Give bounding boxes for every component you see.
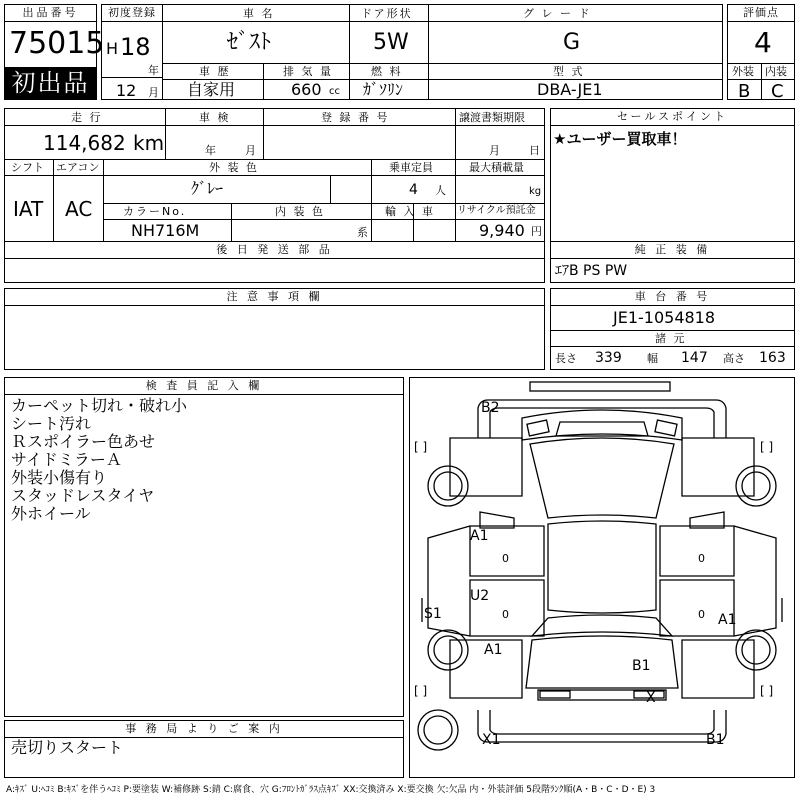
transfer-label: 譲渡書類期限	[459, 111, 525, 124]
bracket-mark: [ ]	[760, 684, 774, 698]
recycle-unit: 円	[531, 225, 542, 238]
later-parts-label: 後 日 発 送 部 品	[5, 242, 544, 259]
grade-label: グ レ ー ド	[523, 7, 592, 20]
damage-code: B1	[706, 732, 725, 748]
sales-point-box	[550, 108, 795, 242]
remark-item: サイドミラーＡ	[11, 450, 122, 469]
capacity-label: 乗車定員	[389, 161, 433, 174]
damage-code: X1	[482, 732, 501, 748]
mileage-unit: km	[133, 131, 165, 155]
registration-label: 登 録 番 号	[321, 111, 390, 124]
damage-code: A1	[718, 612, 737, 628]
chassis-box	[550, 288, 795, 370]
width: 147	[681, 350, 708, 366]
remark-item: 外ホイール	[11, 504, 91, 523]
later-parts-box	[4, 241, 545, 283]
damage-code: U2	[470, 588, 490, 604]
transfer-month-unit: 月	[489, 144, 500, 157]
remark-item: Ｒスポイラー色あせ	[11, 432, 156, 451]
lot-label: 出品番号	[5, 5, 96, 22]
exterior-grade: B	[738, 81, 751, 102]
bracket-mark: [ ]	[414, 440, 428, 454]
inspection-month-unit: 月	[245, 144, 256, 157]
spec-label: 諸 元	[655, 332, 687, 345]
damage-code: A1	[484, 642, 503, 658]
interior-label: 内装	[765, 65, 787, 78]
equipment-label: 純 正 装 備	[551, 242, 794, 259]
first-listing-badge: 初出品	[5, 67, 96, 99]
chassis-label: 車 台 番 号	[551, 289, 794, 306]
damage-code: B1	[632, 658, 651, 674]
capacity: 4	[409, 182, 418, 198]
office-text: 売切りスタート	[11, 738, 124, 757]
sales-point-text: ★ユーザー買取車！	[553, 130, 687, 148]
zero-mark: 0	[698, 608, 705, 621]
zero-mark: 0	[502, 552, 509, 565]
lot-box	[4, 4, 105, 100]
inspection-year-unit: 年	[205, 144, 216, 157]
fuel-label: 燃 料	[371, 65, 403, 78]
remark-item: カーペット切れ・破れ小	[11, 396, 188, 415]
recycle-label: リサイクル預託金	[457, 205, 536, 216]
length: 339	[595, 350, 622, 366]
interior-color-unit: 系	[357, 226, 368, 239]
first-reg-label: 初度登録	[102, 5, 162, 22]
fuel: ｶﾞｿﾘﾝ	[363, 80, 404, 99]
equipment-box	[550, 241, 795, 283]
car-info-box	[163, 4, 723, 100]
door-type: 5W	[373, 30, 409, 55]
grade: G	[563, 30, 581, 55]
aircon: AC	[65, 197, 93, 221]
sales-point-label: セールスポイント	[551, 109, 794, 126]
inspection-label: 車 検	[199, 111, 231, 124]
exterior-label: 外装	[732, 65, 754, 78]
car-name: ｾﾞｽﾄ	[227, 30, 272, 55]
height: 163	[759, 350, 786, 366]
history-label: 車 歴	[199, 65, 231, 78]
capacity-unit: 人	[435, 184, 446, 197]
color-number: NH716M	[131, 221, 200, 240]
exterior-color: ｸﾞﾚｰ	[191, 179, 224, 198]
score-label: 評価点	[728, 5, 794, 22]
zero-mark: 0	[502, 608, 509, 621]
load-unit: kg	[529, 186, 542, 197]
mileage: 114,682	[43, 131, 126, 155]
width-label: 幅	[647, 352, 658, 365]
height-label: 高さ	[723, 352, 745, 365]
chassis-number: JE1-1054818	[613, 308, 716, 327]
length-label: 長さ	[555, 352, 577, 365]
legend: A:ｷｽﾞ U:ﾍｺﾐ B:ｷｽﾞを伴うﾍｺﾐ P:要塗装 W:補修跡 S:錆 C:腐食、穴 G:ﾌﾛﾝﾄｶﾞﾗｽ点ｷｽﾞ XX:交換済み X:要交換 欠:欠品 内・外装評価 5段階ﾗﾝｸ順(A・B・C・D・E) 3	[6, 785, 656, 795]
bracket-mark: [ ]	[414, 684, 428, 698]
office-box	[4, 720, 404, 778]
interior-grade: C	[771, 81, 784, 102]
score-box	[727, 4, 795, 100]
first-reg-year: 18	[120, 33, 151, 61]
displacement: 660	[291, 80, 322, 99]
model: DBA-JE1	[537, 80, 603, 99]
first-reg-box	[101, 4, 163, 100]
remark-item: シート汚れ	[11, 414, 92, 433]
details-box	[4, 108, 545, 242]
equipment: ｴｱB PS PW	[555, 263, 628, 279]
displacement-label: 排 気 量	[283, 65, 333, 78]
first-reg-month: 12	[116, 81, 137, 100]
lot-number: 75015	[9, 26, 105, 61]
caution-label: 注 意 事 項 欄	[5, 289, 544, 306]
score: 4	[754, 26, 772, 59]
transfer-day-unit: 日	[529, 144, 540, 157]
era-letter: H	[106, 39, 119, 58]
damage-diagram	[409, 377, 795, 778]
caution-box	[4, 288, 545, 370]
damage-code: S1	[424, 606, 442, 622]
inspector-label: 検 査 員 記 入 欄	[5, 378, 403, 395]
interior-color-label: 内 装 色	[275, 205, 325, 218]
remark-item: 外装小傷有り	[11, 468, 108, 487]
inspector-box	[4, 377, 404, 717]
displacement-unit: cc	[329, 86, 340, 97]
damage-code: A1	[470, 528, 489, 544]
damage-code: X	[646, 690, 656, 706]
bracket-mark: [ ]	[760, 440, 774, 454]
model-label: 型 式	[553, 65, 585, 78]
door-label: ドア形状	[361, 7, 413, 20]
import-label: 輸 入 車	[385, 205, 435, 218]
year-unit: 年	[148, 64, 159, 77]
mileage-label: 走 行	[71, 111, 103, 124]
car-name-label: 車 名	[243, 7, 275, 20]
shift: IAT	[13, 197, 44, 221]
ac-label: エアコン	[56, 161, 100, 174]
month-unit: 月	[148, 86, 159, 99]
zero-mark: 0	[698, 552, 705, 565]
color-label: 外 装 色	[209, 161, 259, 174]
damage-code: B2	[481, 400, 500, 416]
load-label: 最大積載量	[469, 161, 524, 174]
office-label: 事 務 局 よ り ご 案 内	[5, 721, 403, 738]
remark-item: スタッドレスタイヤ	[11, 486, 155, 505]
car-outline	[410, 378, 794, 777]
recycle-fee: 9,940	[479, 221, 525, 240]
shift-label: シフト	[11, 161, 44, 174]
color-no-label: カラーNo.	[123, 205, 187, 218]
history: 自家用	[187, 80, 236, 99]
